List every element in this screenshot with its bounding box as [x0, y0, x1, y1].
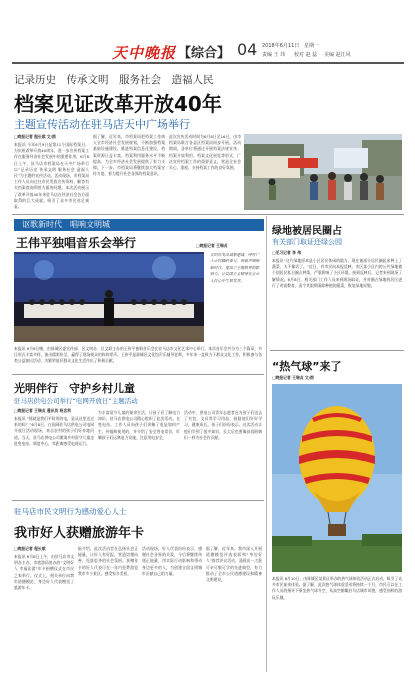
charity-kicker: 驻马店市民文明行为感动爱心人士 — [14, 507, 127, 516]
lead-bottom-rule — [12, 214, 404, 215]
green-bottom-rule — [270, 350, 404, 351]
charity-column-1: 本报讯 6月8日上午，由驻马店市文明办主办、市旅游局协办的“文明好人 幸福出游”年卡捐赠仪式在市民之家举行。仪式上，相关单位向我市道德模范、身边好人代表赠送了旅游年卡。 — [14, 554, 74, 591]
charity-column-2: 据介绍，此次活动旨在弘扬社会正能量，让好人有好报，营造崇德向善、见贤思齐的社会氛围。获赠年卡的好人代表可在一年内免费游览我市多个景区，感受家乡美景。 — [78, 546, 138, 576]
right-column-divider — [266, 216, 267, 672]
balloon-headline: “热气球”来了 — [272, 360, 342, 373]
masthead-design: 美编 赵江风 — [324, 52, 351, 58]
masthead-logo: 天中晚报 — [112, 44, 177, 62]
concert-body: 本报讯 6月8日晚，由驿城区委宣传部、区文明办、区文联主办的王伟平独唱音乐会在驻马店市文化艺术中心举行。本次音乐会共分为三个篇章，节目形式丰富多样，演出精彩纷呈，赢得了现场观众的阵阵掌声。王伟平是驿城区文化馆声乐辅导老师，多年来一直致力于群众文化工作，积极参与各类公益演出活动，为繁荣基层群众文化生活作出了积极贡献。 — [14, 346, 262, 364]
charity-column-3: 活动现场，好人代表纷纷表示，感谢社会各界的关爱，今后将继续传递正能量，用实际行动影响和带动身边更多的人，为创建全国文明城市贡献自己的力量。 — [142, 546, 202, 576]
charity-byline: □晚报记者 程长斌 — [14, 546, 46, 551]
page-number: 04 — [237, 40, 258, 59]
balloon-photo — [272, 384, 402, 572]
concert-headline: 王伟平独唱音乐会举行 — [16, 236, 137, 250]
masthead-weekday: 星期一 — [304, 43, 320, 49]
concert-photo — [14, 252, 204, 342]
masthead-date: 2018年6月11日 — [262, 43, 300, 49]
village-top-rule — [12, 374, 264, 375]
lead-column-3: 此次宣传活动时间为6月8日至16日，由市档案局联合各县区档案局同步开展。活动期间，各单位将通过开展档案法规宣传、档案开放利用、档案文化展览等形式，广泛宣传档案工作的重要意义，营造全社会关心、重视、支持档案工作的良好氛围。 — [169, 134, 241, 171]
balloon-byline: □晚报记者 王瑞贞 文/图 — [272, 375, 314, 380]
charity-top-rule — [12, 500, 264, 501]
village-byline: □晚报记者 王瑞贞 通讯员 杨忠利 — [14, 408, 71, 413]
section-label: 【综合】 — [178, 46, 231, 61]
lead-subhead: 主题宣传活动在驻马店天中广场举行 — [14, 118, 190, 131]
masthead-proof: 校对 赵 蕊 — [294, 52, 318, 58]
lead-headline: 档案见证改革开放40年 — [14, 92, 222, 116]
concert-kicker: 讴歌新时代 唱响文明城 — [22, 220, 110, 229]
green-byline: □见习记者 李 伟 — [272, 250, 302, 255]
village-column-2: 为丰富留守儿童的课余生活，让孩子们了解电力知识，驻马店供电公司精心组织了此次活动。在变电站，工作人员向孩子们讲解了电是如何产生、传输和使用的，并介绍了安全用电常识，叮嘱孩子们远离电力设施，注意用电安全。 — [98, 410, 180, 440]
concert-byline: □晚报记者 王瑞贞 — [196, 243, 228, 248]
village-column-1: 本报讯 “那就是我们平时用的电，是从这里送过来的吗？”6月8日，在国网驻马店供电公司电网开放日活动现场，来自农村的孩子们好奇地问道。当天，驻马店供电公司邀请乡村留守儿童走进变电站、调度中心，零距离感受电网运行。 — [14, 416, 94, 446]
green-headline: 绿地被居民圈占 — [272, 226, 342, 237]
lead-kicker: 记录历史 传承文明 服务社会 造福人民 — [14, 74, 214, 86]
masthead — [0, 0, 415, 62]
charity-headline: 我市好人获赠旅游年卡 — [14, 526, 145, 541]
balloon-body: 本报讯 6月10日，由驿城区某景区举办的热气球体验活动正式启动，吸引了众多市民前来体验。据了解，此次热气球体验活动将持续一个月，市民可以在工作人员的指导下乘坐热气球升空，从高空俯瞰驻马店城市风貌，感受别样的游玩乐趣。 — [272, 576, 402, 600]
lead-byline: □晚报记者 程长斌 文/图 — [14, 134, 56, 139]
masthead-editor: 责编 王 玮 — [262, 52, 286, 58]
lead-column-1: 本报讯 今年6月9日是第11个国际档案日，为庆祝改革开放40周年，进一步宣传档案工作在服务经济社会发展中的重要作用，6月8日上午，驻马店市档案局在天中广场举行以“记录历史 传承文明 服务社会 造福人民”为主题的宣传活动。活动现场，市档案局工作人员向过往市民发放宣传资料，解答有关档案查询利用方面的问题。本次活动展示了改革开放40年来驻马店在经济社会各方面取得的巨大成就，吸引了众多市民驻足观看。 — [14, 142, 89, 210]
village-column-3: 活动中，供电公司青年志愿者还为孩子们送去了书包、文具等学习用品，鼓励他们好好学习，健康成长。孩子们纷纷表示，这次活动让他们学到了很多知识，长大后也要像叔叔阿姨们一样为社会作贡献。 — [184, 410, 262, 440]
masthead-rule — [12, 62, 404, 64]
charity-column-4: 据了解，近年来，我市深入开展道德模范评选表彰和“身边好人”推荐评议活动，涌现出一大批可亲可敬可学的先进典型，有力推动了全市公民道德建设和精神文明建设。 — [206, 546, 262, 583]
green-body: 本报讯“这片绿地原本是小区居民休闲的地方，现在被部分居民圈起来种上了蔬菜，太不像话了。”近日，有市民向本报反映，市区某小区内的公共绿地被个别居民私自圈占种菜，严重影响了小区环境。接到反映后，记者来到现场了解情况。6月8日，相关部门工作人员来到现场取证，并对圈占绿地的居民进行了劝说教育，责令其限期清除种植的蔬菜，恢复绿地原貌。 — [272, 258, 402, 288]
village-kicker: 光明伴行 守护乡村儿童 — [14, 382, 135, 395]
lead-photo — [244, 134, 402, 210]
green-subhead: 有关部门取证还绿公园 — [272, 238, 342, 246]
concert-caption: 文明办发出诚挚邀请，呼吁广大市民踊跃参与，用歌声唱响新时代，提高了主题教育的影响力，让爱国主义精神在全市人民心中生根发芽。 — [210, 252, 260, 283]
lead-column-2: 据了解，近年来，市档案局把档案工作纳入全市经济社会发展规划，不断加强档案基础设施建设，推进档案信息化建设，档案资源日益丰富，档案利用服务水平不断提高，为全市经济社会发展提供了有力支撑。下一步，市档案局将继续加大档案宣传力度，着力提升社会各界的档案意识。 — [93, 134, 165, 177]
village-subhead: 驻马店供电公司举行“电网开放日”主题活动 — [14, 397, 138, 405]
